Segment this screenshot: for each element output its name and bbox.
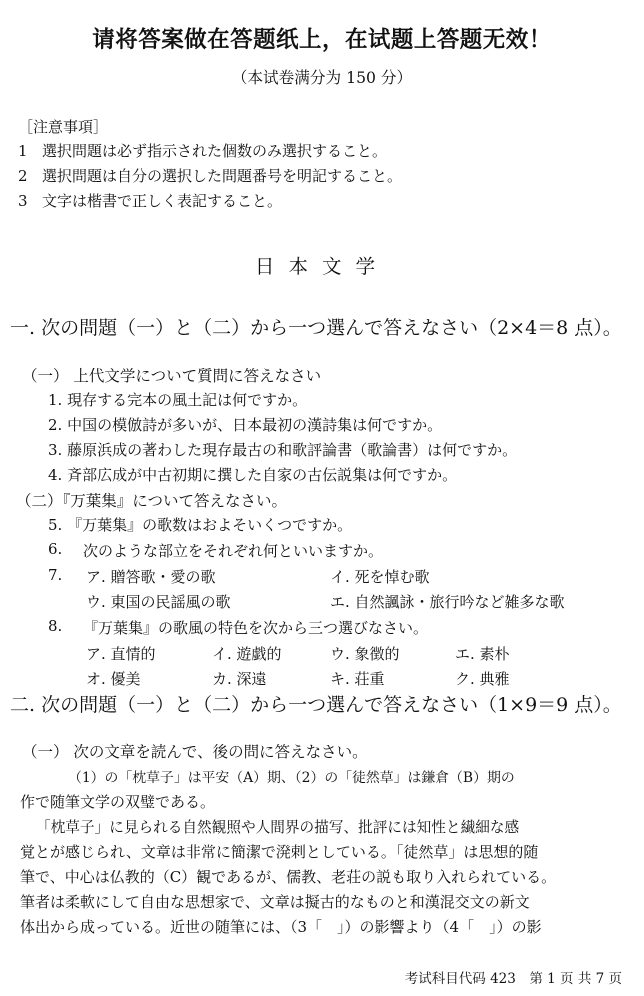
question-6-number: 6.	[48, 540, 63, 558]
question-6: 次のような部立をそれぞれ何といいますか。	[83, 542, 384, 560]
section-1-part-2-title: （二）『万葉集』について答えなさい。	[16, 492, 287, 510]
question-2: 2. 中国の模倣詩が多いが、日本最初の漢詩集は何ですか。	[48, 416, 443, 434]
question-7-number: 7.	[48, 566, 63, 584]
question-5: 5. 『万葉集』の歌数はおよそいくつですか。	[48, 516, 353, 534]
passage-line: （1）の「枕草子」は平安（A）期、（2）の「徒然草」は鎌倉（B）期の	[68, 770, 515, 786]
q8-option: ク. 典雅	[455, 670, 510, 688]
passage-line: 作で随筆文学の双璧である。	[20, 793, 216, 811]
question-4: 4. 斉部広成が中古初期に撰した自家の古伝説集は何ですか。	[48, 466, 458, 484]
notice-item-text: 選択問題は自分の選択した問題番号を明記すること。	[42, 167, 403, 185]
notice-item	[18, 140, 387, 161]
question-8: 『万葉集』の歌風の特色を次から三つ選びなさい。	[83, 619, 429, 637]
passage-line: 覚とが感じられ、文章は非常に簡潔で溌剌としている。「徒然草」は思想的随	[20, 843, 539, 861]
notice-title: ［注意事項］	[18, 118, 109, 136]
notice-item	[18, 165, 402, 186]
q8-option: オ. 優美	[86, 670, 141, 688]
passage-line: 筆で、中心は仏教的（C）観であるが、儒教、老荘の説も取り入れられている。	[20, 868, 557, 886]
notice-item	[18, 190, 282, 211]
question-3: 3. 藤原浜成の著わした現存最古の和歌評論書（歌論書）は何ですか。	[48, 441, 518, 459]
q8-option: エ. 素朴	[455, 645, 510, 663]
passage-line: 筆者は柔軟にして自由な思想家で、文章は擬古的なものと和漢混交文の新文	[20, 893, 530, 911]
q8-option: カ. 深遠	[212, 670, 267, 688]
notice-item-number: 2	[18, 167, 28, 185]
q7-option: エ. 自然諷詠・旅行吟など雑多な歌	[330, 593, 565, 611]
question-8-number: 8.	[48, 617, 63, 635]
section-1-part-1-title: （一） 上代文学について質問に答えなさい	[22, 367, 322, 385]
notice-item-text: 選択問題は必ず指示された個数のみ選択すること。	[42, 142, 388, 160]
subject-title: 日本文学	[254, 255, 390, 278]
notice-item-number: 1	[18, 142, 28, 160]
section-2-part-1-title: （一） 次の文章を読んで、後の問に答えなさい。	[22, 743, 368, 761]
q7-option: イ. 死を悼む歌	[330, 568, 430, 586]
passage-line: 体出から成っている。近世の随筆には、（3「 」）の影響より（4「 」）の影	[20, 918, 542, 936]
q8-option: キ. 荘重	[330, 670, 385, 688]
q8-option: ウ. 象徴的	[330, 645, 400, 663]
section-2-title: 二. 次の問題（一）と（二）から一つ選んで答えなさい（1×9＝9 点）。	[10, 694, 622, 716]
page-footer: 考试科目代码 423 第 1 页 共 7 页	[404, 971, 622, 987]
passage-line: 「枕草子」に見られる自然観照や人間界の描写、批評には知性と繊細な感	[36, 819, 520, 836]
question-1: 1. 現存する完本の風土記は何ですか。	[48, 391, 308, 409]
q8-option: ア. 直情的	[86, 645, 156, 663]
notice-item-text: 文字は楷書で正しく表記すること。	[42, 192, 283, 210]
page-header-title: 请将答案做在答题纸上，在试题上答题无效！	[92, 27, 552, 53]
page-header-subtitle: （本试卷满分为 150 分）	[231, 68, 413, 87]
q7-option: ウ. 東国の民謡風の歌	[86, 593, 231, 611]
notice-item-number: 3	[18, 192, 28, 210]
q8-option: イ. 遊戯的	[212, 645, 282, 663]
section-1-title: 一. 次の問題（一）と（二）から一つ選んで答えなさい（2×4＝8 点）。	[10, 317, 622, 339]
q7-option: ア. 贈答歌・愛の歌	[86, 568, 216, 586]
